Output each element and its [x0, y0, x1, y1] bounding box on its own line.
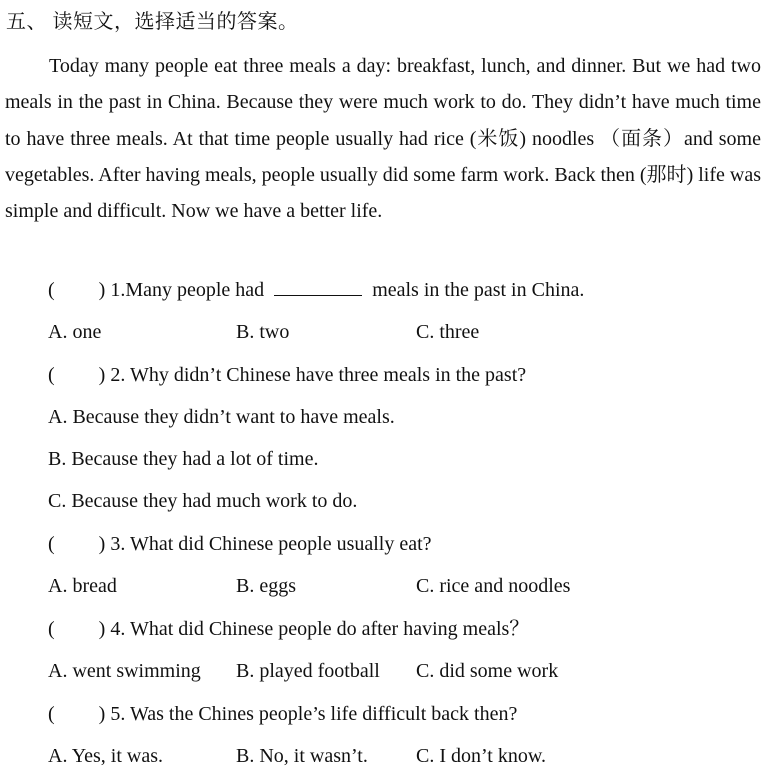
- option-a[interactable]: A. went swimming: [48, 660, 201, 682]
- question-4-text: ) 4. What did Chinese people do after having meals？: [98, 618, 530, 640]
- question-1-options: [48, 319, 748, 345]
- option-b[interactable]: B. No, it wasn’t.: [236, 745, 368, 767]
- option-b[interactable]: B. two: [236, 321, 290, 343]
- option-c[interactable]: C. did some work: [416, 660, 559, 682]
- reading-passage: Today many people eat three meals a day: breakfast, lunch, and dinner. But we had two meals in the past in China. Because they were much work to do. They didn’t have much time to have three meals. At that time people usually had rice (米饭) noodles （面条）and some vegetables. After having meals, people usually did some farm work. Back then (那时) life was simple and difficult. Now we have a better life.: [5, 55, 761, 223]
- answer-paren: (: [48, 533, 55, 555]
- question-2-text: ) 2. Why didn’t Chinese have three meals in the past?: [98, 364, 527, 386]
- answer-paren: (: [48, 618, 55, 640]
- question-3-options: [48, 573, 748, 599]
- question-1: [48, 277, 584, 303]
- question-4-options: [48, 658, 748, 684]
- option-a[interactable]: A. Yes, it was.: [48, 745, 164, 767]
- option-a[interactable]: A. bread: [48, 575, 117, 597]
- question-5-options: [48, 743, 748, 769]
- question-5: [48, 701, 517, 727]
- question-4: [48, 616, 529, 642]
- option-b[interactable]: B. eggs: [236, 575, 296, 597]
- question-3: [48, 531, 432, 557]
- fill-in-blank[interactable]: [274, 277, 362, 296]
- option-c[interactable]: C. three: [416, 321, 480, 343]
- option-a[interactable]: A. one: [48, 321, 102, 343]
- question-3-text: ) 3. What did Chinese people usually eat?: [98, 533, 432, 555]
- answer-paren: (: [48, 703, 55, 725]
- option-a[interactable]: A. Because they didn’t want to have meals.: [48, 406, 395, 428]
- option-c[interactable]: C. rice and noodles: [416, 575, 571, 597]
- question-1-suffix: meals in the past in China.: [372, 279, 585, 301]
- option-c[interactable]: C. I don’t know.: [416, 745, 546, 767]
- option-b[interactable]: B. played football: [236, 660, 380, 682]
- question-1-prefix: ) 1.Many people had: [98, 279, 265, 301]
- answer-paren: (: [48, 279, 55, 301]
- section-title: 五、 读短文，选择适当的答案。: [6, 11, 299, 33]
- question-2: [48, 362, 526, 388]
- answer-paren: (: [48, 364, 55, 386]
- question-5-text: ) 5. Was the Chines people’s life difficult back then?: [98, 703, 518, 725]
- option-c[interactable]: C. Because they had much work to do.: [48, 490, 358, 512]
- option-b[interactable]: B. Because they had a lot of time.: [48, 448, 319, 470]
